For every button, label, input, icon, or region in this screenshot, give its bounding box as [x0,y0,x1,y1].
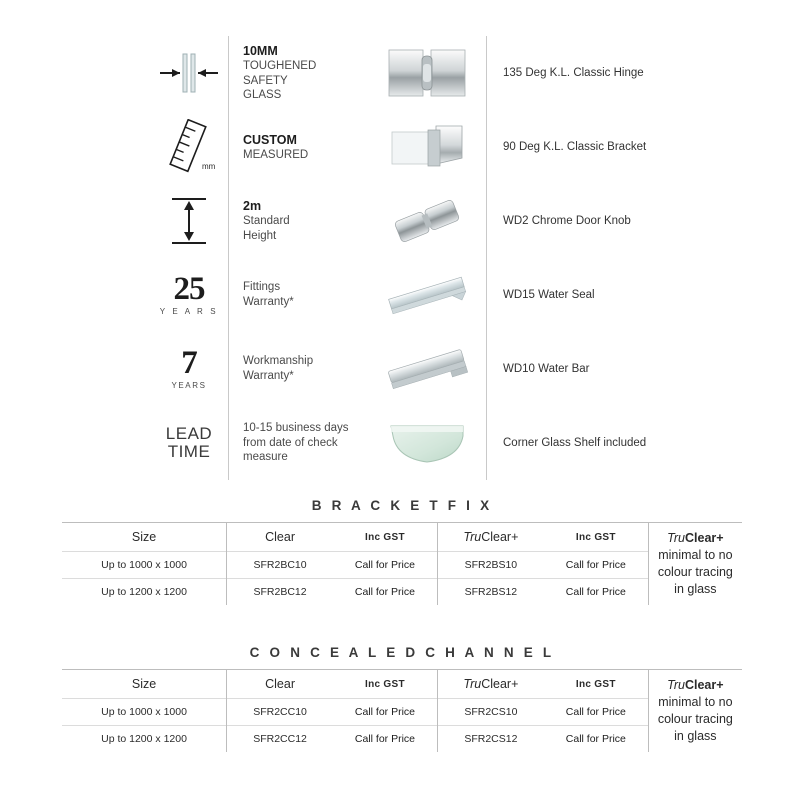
feature-line: SAFETY [243,74,288,87]
hinge-icon [368,36,486,110]
height-arrow-icon [150,195,228,247]
bracket-fix-table-block [62,498,742,605]
table-row [62,579,742,606]
feature-row [150,36,670,110]
corner-shelf-icon [368,406,486,480]
row-tru-price: Call for Price [565,559,626,571]
lead-time-line-1: LEAD [165,424,213,444]
feature-line: Height [243,230,277,242]
glass-thickness-icon [150,52,228,94]
header-truclear: TruClear+ [437,523,544,552]
header-inc-gst: Inc GST [364,531,405,543]
header-size: Size [131,677,157,691]
truclear-note: TruClear+ minimal to no colour tracing in glass [648,523,742,605]
warranty-years-number: 7 [181,344,197,381]
header-truclear: TruClear+ [437,670,544,699]
feature-row [150,406,670,480]
row-tru-code: SFR2BS10 [437,552,544,579]
price-table [62,523,742,605]
table-title: C O N C E A L E D C H A N N E L [62,645,742,670]
feature-text [228,110,368,184]
row-clear-price: Call for Price [354,733,415,745]
table-row [62,552,742,579]
header-inc-gst: Inc GST [575,531,616,543]
product-label: 90 Deg K.L. Classic Bracket [486,110,670,184]
feature-line: TOUGHENED [243,59,317,72]
feature-line: 10-15 business days [243,421,349,434]
row-clear-price: Call for Price [354,586,415,598]
product-label: Corner Glass Shelf included [486,406,670,480]
truclear-note: TruClear+ minimal to no colour tracing in glass [648,670,742,752]
ruler-icon [150,119,228,175]
row-clear-price: Call for Price [354,706,415,718]
feature-line: Standard [243,215,290,228]
feature-line: Warranty* [243,296,294,308]
row-clear-code: SFR2BC10 [227,552,333,579]
feature-text [228,258,368,332]
row-clear-code: SFR2CC10 [227,699,333,726]
feature-text [228,406,368,480]
header-inc-gst: Inc GST [575,678,616,690]
svg-text:mm: mm [202,162,216,171]
feature-row [150,258,670,332]
feature-text [228,36,368,110]
feature-line: GLASS [243,89,282,102]
row-size: Up to 1000 x 1000 [101,559,187,571]
header-clear: Clear [227,523,333,552]
25-years-icon [150,270,228,317]
lead-time-line-2: TIME [167,442,211,461]
feature-line: MEASURED [243,148,309,161]
row-size: Up to 1200 x 1200 [101,733,187,745]
feature-line: Fittings [243,281,281,294]
table-header-row [62,670,742,699]
water-seal-icon [368,258,486,332]
row-tru-code: SFR2BS12 [437,579,544,606]
feature-title: 2m [243,199,262,214]
table-header-row [62,523,742,552]
door-knob-icon [368,184,486,258]
feature-title: 10MM [243,43,278,58]
feature-line: from date of check [243,436,338,449]
product-label: WD10 Water Bar [486,332,670,406]
product-label: WD2 Chrome Door Knob [486,184,670,258]
feature-line: Warranty* [243,370,294,382]
feature-text [228,332,368,406]
feature-text [228,184,368,258]
feature-row [150,184,670,258]
warranty-years-label: YEARS [171,381,207,391]
feature-line: measure [243,451,288,464]
row-tru-code: SFR2CS10 [437,699,544,726]
row-tru-price: Call for Price [565,706,626,718]
row-clear-code: SFR2BC12 [227,579,333,606]
price-table [62,670,742,752]
product-label: 135 Deg K.L. Classic Hinge [486,36,670,110]
7-years-icon [150,344,228,391]
row-size: Up to 1000 x 1000 [101,706,187,718]
row-clear-price: Call for Price [354,559,415,571]
feature-row [150,110,670,184]
concealed-channel-table-block [62,645,742,752]
feature-title: CUSTOM [243,132,297,147]
feature-row [150,332,670,406]
water-bar-icon [368,332,486,406]
row-size: Up to 1200 x 1200 [101,586,187,598]
feature-line: Workmanship [243,355,314,368]
row-tru-price: Call for Price [565,733,626,745]
header-clear: Clear [227,670,333,699]
lead-time-icon [150,425,228,461]
header-inc-gst: Inc GST [365,678,405,690]
warranty-years-number: 25 [173,270,205,307]
header-size: Size [131,530,157,544]
table-row [62,726,742,753]
warranty-years-label: Y E A R S [159,307,219,317]
bracket-icon [368,110,486,184]
row-tru-code: SFR2CS12 [437,726,544,753]
row-clear-code: SFR2CC12 [227,726,333,753]
features-list [150,36,670,480]
table-row [62,699,742,726]
product-label: WD15 Water Seal [486,258,670,332]
table-title: B R A C K E T F I X [62,498,742,523]
row-tru-price: Call for Price [565,586,626,598]
